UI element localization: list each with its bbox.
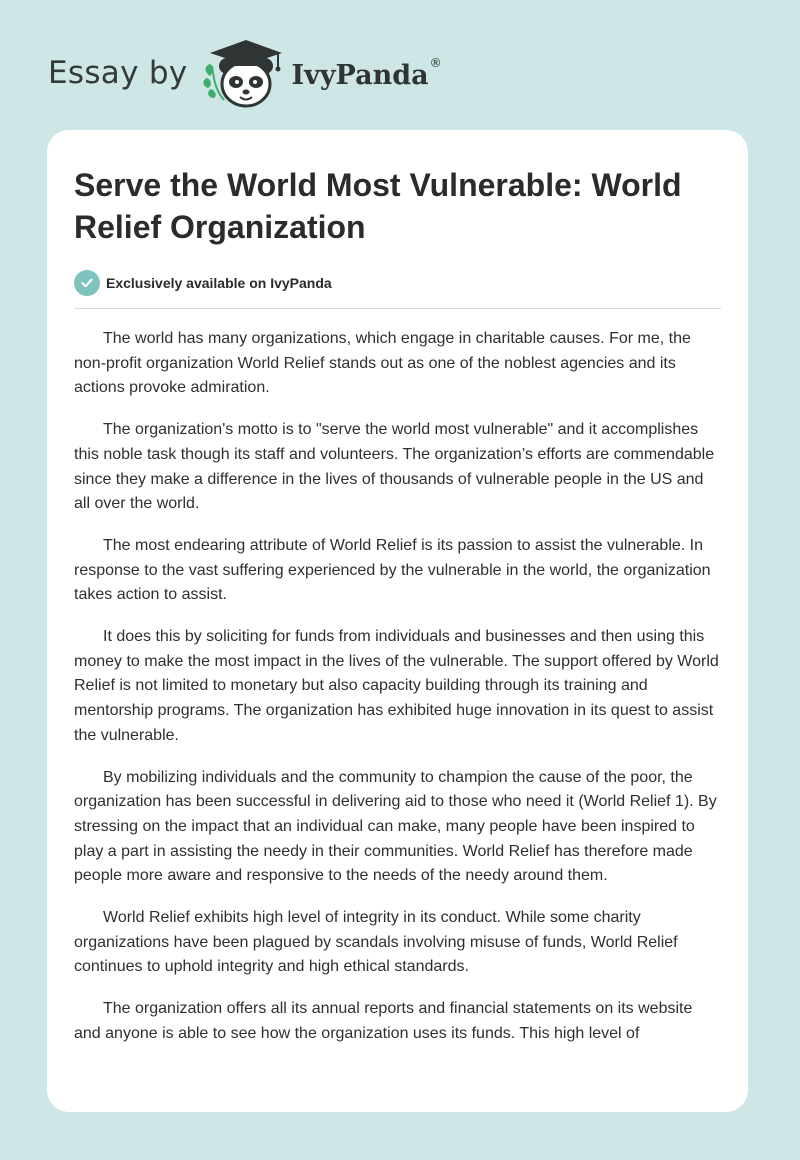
essay-paragraph: World Relief exhibits high level of integrity in its conduct. While some charity organizations have been plagued by scandals involving misuse of funds, World Relief continues to uphold integrity and high ethical standards.: [74, 909, 678, 976]
brand-name[interactable]: IvyPanda: [291, 59, 429, 91]
graduation-panda-icon[interactable]: [202, 36, 288, 110]
registered-mark: ®: [429, 56, 442, 70]
exclusive-badge-text: Exclusively available on IvyPanda: [106, 275, 332, 291]
essay-paragraph: By mobilizing individuals and the community to champion the cause of the poor, the organization has been successful in delivering aid to those who need it (World Relief 1). By stressing on the impact that an individual can make, many people have been inspired to play a part in assisting the needy in their communities. World Relief has therefore made people more aware and responsive to the needs of the needy around them.: [74, 768, 717, 885]
essay-paragraph: The most endearing attribute of World Relief is its passion to assist the vulnerable. In response to the vast suffering experienced by the vulnerable in the world, the organization takes action to assist.: [74, 536, 711, 604]
exclusive-badge: [74, 270, 721, 296]
divider: [74, 308, 721, 309]
page-title: Serve the World Most Vulnerable: World Relief Organization: [74, 167, 682, 245]
essay-card: [47, 130, 748, 1112]
essay-paragraph: It does this by soliciting for funds from individuals and businesses and then using this money to make the most impact in the lives of the vulnerable. The support offered by World Relief is not limited to monetary but also capacity building through its training and mentorship programs. The organization has exhibited huge innovation in its quest to assist the vulnerable.: [74, 628, 719, 744]
site-header: [48, 36, 442, 110]
check-icon: [74, 270, 100, 296]
essay-paragraph: The world has many organizations, which engage in charitable causes. For me, the non-profit organization World Relief stands out as one of the noblest agencies and its actions provoke admiration.: [74, 330, 691, 397]
essay-paragraph: The organization's motto is to "serve the world most vulnerable" and it accomplishes this noble task though its staff and volunteers. The organization’s efforts are commendable since they make a difference in the lives of thousands of vulnerable people in the US and all over the world.: [74, 421, 715, 513]
brand-prefix: Essay by: [48, 55, 188, 91]
essay-paragraph: The organization offers all its annual reports and financial statements on its website and anyone is able to see how the organization uses its funds. This high level of: [74, 1000, 693, 1042]
essay-body: [74, 327, 721, 1047]
